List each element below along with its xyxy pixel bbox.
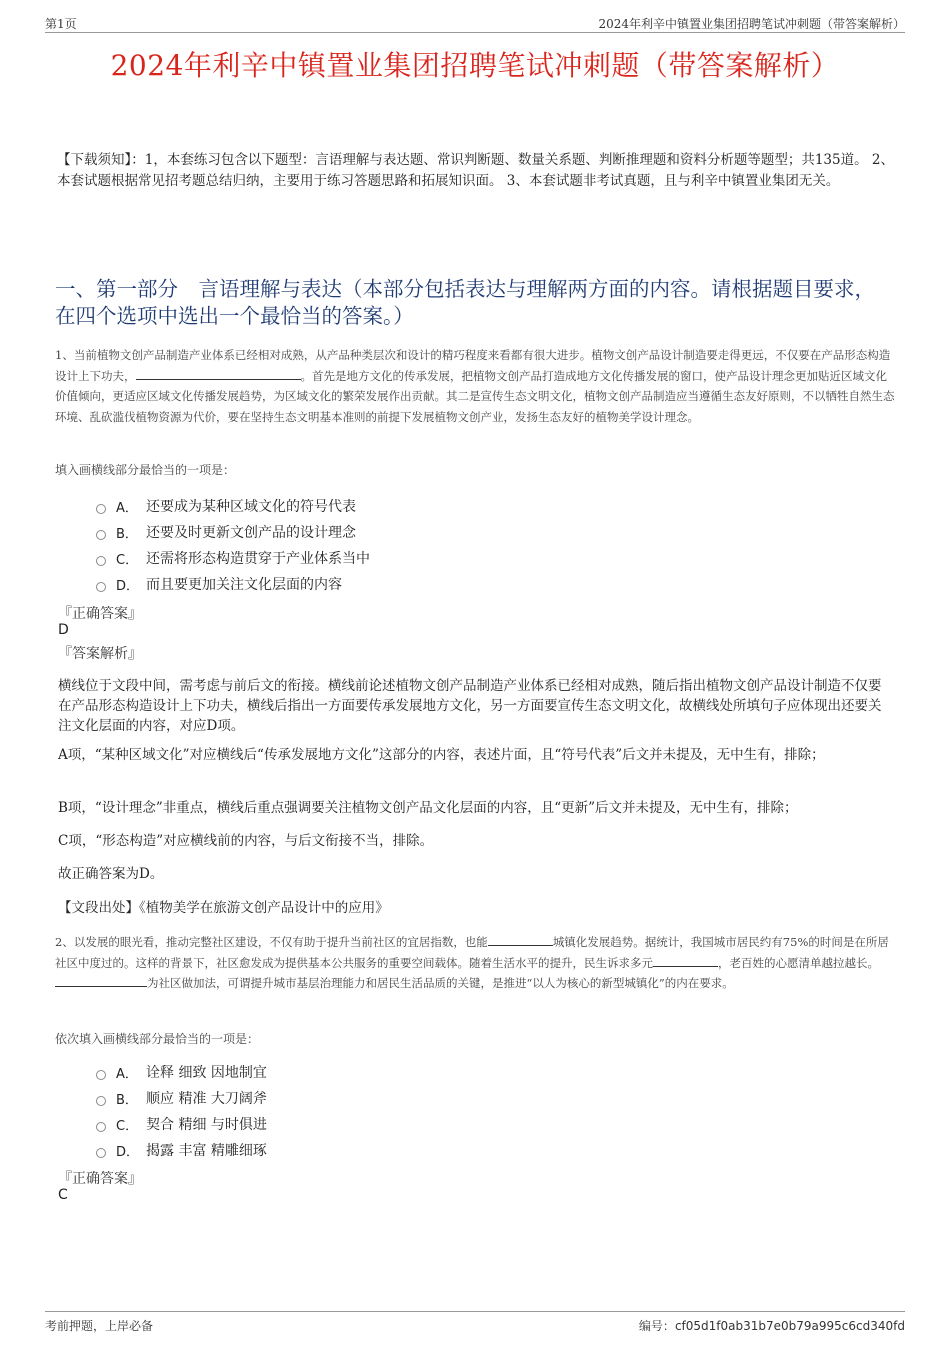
analysis-option-b: B项，“设计理念”非重点，横线后重点强调要关注植物文创产品文化层面的内容，且“更新”后文并未提及，无中生有，排除； bbox=[58, 800, 798, 816]
correct-answer-label: 『正确答案』 bbox=[58, 1171, 142, 1187]
document-code: 编号：cf05d1f0ab31b7e0b79a995c6cd340fd bbox=[638, 1319, 905, 1333]
header-doc-title: 2024年利辛中镇置业集团招聘笔试冲刺题（带答案解析） bbox=[598, 17, 905, 31]
page-number: 第1页 bbox=[45, 17, 77, 31]
option-a[interactable]: A． 诠释 细致 因地制宜 bbox=[96, 1059, 267, 1085]
page-header bbox=[45, 12, 905, 33]
question-1-text-before: 1、当前植物文创产品制造产业体系已经相对成熟，从产品种类层次和设计的精巧程度来看都有很大进步。植物文创产品设计制造要走得更远，不仅要在产品形态构造设计上下功夫， bbox=[55, 348, 891, 383]
question-2-text: 2、以发展的眼光看，推动完整社区建设，不仅有助于提升当前社区的宜居指数，也能 城镇化发展趋势。据统计，我国城市居民约有75%的时间是在所居社区中度过的。这样的背景下，社区愈发成为提供基本公共服务的重要空间载体。随着生活水平的提升，民生诉求多元 ，老百姓的心愿清单越拉越长。 为社区做加法，可谓提升城市基层治理能力和居民生活品质的关键，是推进“以人为核心的新型城镇化”的内在要求。 bbox=[55, 935, 889, 990]
analysis-option-a: A项，“某种区域文化”对应横线后“传承发展地方文化”这部分的内容，表述片面，且“符号代表”后文并未提及，无中生有，排除； bbox=[58, 747, 825, 763]
option-c[interactable]: C． 还需将形态构造贯穿于产业体系当中 bbox=[96, 545, 370, 571]
radio-icon[interactable] bbox=[96, 530, 106, 540]
question-1-prompt: 填入画横线部分最恰当的一项是： bbox=[55, 463, 236, 477]
answer-blank bbox=[55, 974, 147, 987]
radio-icon[interactable] bbox=[96, 504, 106, 514]
option-b[interactable]: B． 顺应 精准 大刀阔斧 bbox=[96, 1085, 267, 1111]
document-title: 2024年利辛中镇置业集团招聘笔试冲刺题（带答案解析） bbox=[110, 49, 840, 82]
question-1-text-after: 。首先是地方文化的传承发展，把植物文创产品打造成地方文化传播发展的窗口，使产品设计理念更加贴近区域文化价值倾向，更适应区域文化传播发展趋势，为区域文化的繁荣发展作出贡献。其二是宣传生态文明文化，植物文创产品制造应当遵循生态友好原则，不以牺牲自然生态环境、乱砍滥伐植物资源为代价，要在坚持生态文明基本准则的前提下发展植物文创产业，发扬生态友好的植物美学设计理念。 bbox=[55, 368, 895, 424]
analysis-conclusion: 故正确答案为D。 bbox=[58, 866, 164, 882]
page-footer bbox=[45, 1311, 905, 1336]
passage-source: 【文段出处】《植物美学在旅游文创产品设计中的应用》 bbox=[58, 900, 389, 916]
option-d[interactable]: D． 揭露 丰富 精雕细琢 bbox=[96, 1137, 267, 1163]
answer-blank bbox=[653, 954, 718, 967]
radio-icon[interactable] bbox=[96, 556, 106, 566]
answer-blank bbox=[136, 367, 301, 380]
section-heading: 一、第一部分 言语理解与表达（本部分包括表达与理解两方面的内容。请根据题目要求，在四个选项中选出一个最恰当的答案。） bbox=[55, 277, 875, 328]
download-notice: 【下载须知】：1，本套练习包含以下题型：言语理解与表达题、常识判断题、数量关系题、判断推理题和资料分析题等题型；共135道。 2、本套试题根据常见招考题总结归纳，主要用于练习答题思路和拓展知识面。 3、本套试题非考试真题，且与利辛中镇置业集团无关。 bbox=[57, 152, 894, 189]
analysis-paragraph: 横线位于文段中间，需考虑与前后文的衔接。横线前论述植物文创产品制造产业体系已经相对成熟，随后指出植物文创产品设计制造不仅要在产品形态构造设计上下功夫，横线后指出一方面要传承发展地方文化，另一方面要宣传生态文明文化，故横线处所填句子应体现出还要关注文化层面的内容，对应D项。 bbox=[58, 678, 882, 734]
question-1-text bbox=[55, 345, 895, 427]
option-d[interactable]: D． 而且要更加关注文化层面的内容 bbox=[96, 571, 370, 597]
question-2-options bbox=[96, 1059, 267, 1163]
radio-icon[interactable] bbox=[96, 1122, 106, 1132]
question-2-prompt: 依次填入画横线部分最恰当的一项是： bbox=[55, 1032, 260, 1046]
option-b[interactable]: B． 还要及时更新文创产品的设计理念 bbox=[96, 519, 370, 545]
option-a[interactable]: A． 还要成为某种区域文化的符号代表 bbox=[96, 493, 370, 519]
footer-slogan: 考前押题，上岸必备 bbox=[45, 1319, 154, 1333]
correct-answer-label: 『正确答案』 bbox=[58, 606, 142, 622]
answer-blank bbox=[488, 933, 553, 946]
radio-icon[interactable] bbox=[96, 1070, 106, 1080]
correct-answer: C bbox=[58, 1187, 68, 1203]
question-1-options bbox=[96, 493, 370, 597]
analysis-label: 『答案解析』 bbox=[58, 646, 142, 662]
radio-icon[interactable] bbox=[96, 1148, 106, 1158]
analysis-option-c: C项，“形态构造”对应横线前的内容，与后文衔接不当，排除。 bbox=[58, 833, 434, 849]
radio-icon[interactable] bbox=[96, 582, 106, 592]
option-c[interactable]: C． 契合 精细 与时俱进 bbox=[96, 1111, 267, 1137]
radio-icon[interactable] bbox=[96, 1096, 106, 1106]
correct-answer: D bbox=[58, 622, 69, 638]
